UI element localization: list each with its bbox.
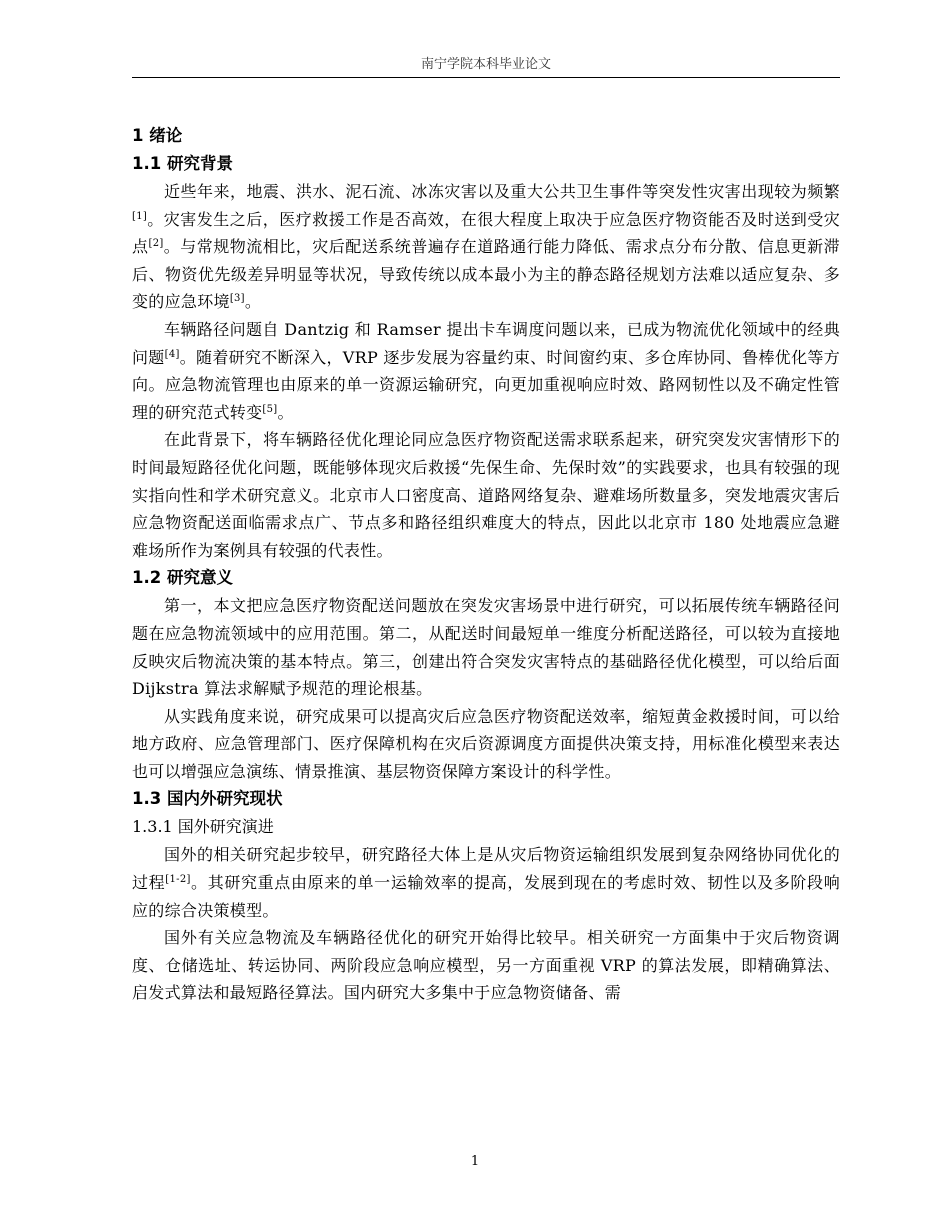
paragraph-foreign-2: 国外有关应急物流及车辆路径优化的研究开始得比较早。相关研究一方面集中于灾后物资调度、仓储选址、转运协同、两阶段应急响应模型，另一方面重视 VRP 的算法发展，即精确算法、启发式算法和最短路径算法。国内研究大多集中于应急物资储备、需 bbox=[132, 928, 840, 1003]
page-header: 南宁学院本科毕业论文 bbox=[132, 53, 840, 78]
citation: [2] bbox=[148, 238, 164, 250]
page-number: 1 bbox=[470, 1154, 480, 1169]
subsection-heading-1-3-1: 1.3.1 国外研究演进 bbox=[132, 817, 274, 837]
paragraph-foreign-1: 国外的相关研究起步较早，研究路径大体上是从灾后物资运输组织发展到复杂网络协同优化的过程[1-2]。其研究重点由原来的单一运输效率的提高，发展到现在的考虑时效、韧性以及多阶段响应的综合决策模型。 bbox=[132, 845, 840, 920]
citation: [1-2] bbox=[165, 874, 191, 886]
paragraph-background-1: 近些年来，地震、洪水、泥石流、冰冻灾害以及重大公共卫生事件等突发性灾害出现较为频繁[1]。灾害发生之后，医疗救援工作是否高效，在很大程度上取决于应急医疗物资能否及时送到受灾点[2]。与常规物流相比，灾后配送系统普遍存在道路通行能力降低、需求点分布分散、信息更新滞后、物资优先级差异明显等状况，导致传统以成本最小为主的静态路径规划方法难以适应复杂、多变的应急环境[3]。 bbox=[132, 182, 840, 312]
citation: [1] bbox=[132, 210, 148, 222]
section-heading-1-2: 1.2 研究意义 bbox=[132, 568, 233, 588]
citation: [4] bbox=[164, 348, 180, 360]
paragraph-significance-1: 第一，本文把应急医疗物资配送问题放在突发灾害场景中进行研究，可以拓展传统车辆路径问题在应急物流领域中的应用范围。第二，从配送时间最短单一维度分析配送路径，可以较为直接地反映灾后物流决策的基本特点。第三，创建出符合突发灾害特点的基础路径优化模型，可以给后面 Dijkstra 算法求解赋予规范的理论根基。 bbox=[132, 596, 840, 699]
citation: [5] bbox=[262, 403, 278, 415]
section-heading-1-1: 1.1 研究背景 bbox=[132, 154, 233, 173]
paragraph-background-2: 车辆路径问题自 Dantzig 和 Ramser 提出卡车调度问题以来，已成为物流优化领域中的经典问题[4]。随着研究不断深入，VRP 逐步发展为容量约束、时间窗约束、多仓库协同、鲁棒优化等方向。应急物流管理也由原来的单一资源运输研究，向更加重视响应时效、路网韧性以及不确定性管理的研究范式转变[5]。 bbox=[132, 319, 840, 422]
paragraph-significance-2: 从实践角度来说，研究成果可以提高灾后应急医疗物资配送效率，缩短黄金救援时间，可以给地方政府、应急管理部门、医疗保障机构在灾后资源调度方面提供决策支持，用标准化模型来表达也可以增强应急演练、情景推演、基层物资保障方案设计的科学性。 bbox=[132, 706, 840, 781]
section-heading-1-3: 1.3 国内外研究现状 bbox=[132, 789, 283, 809]
paper-body bbox=[132, 118, 840, 1007]
paragraph-background-3: 在此背景下，将车辆路径优化理论同应急医疗物资配送需求联系起来，研究突发灾害情形下的时间最短路径优化问题，既能够体现灾后救援“先保生命、先保时效”的实践要求，也具有较强的现实指向性和学术研究意义。北京市人口密度高、道路网络复杂、避难场所数量多，突发地震灾害后应急物资配送面临需求点广、节点多和路径组织难度大的特点，因此以北京市 180 处地震应急避难场所作为案例具有较强的代表性。 bbox=[132, 430, 840, 560]
section-heading-1: 1 绪论 bbox=[132, 126, 183, 145]
citation: [3] bbox=[229, 293, 245, 305]
